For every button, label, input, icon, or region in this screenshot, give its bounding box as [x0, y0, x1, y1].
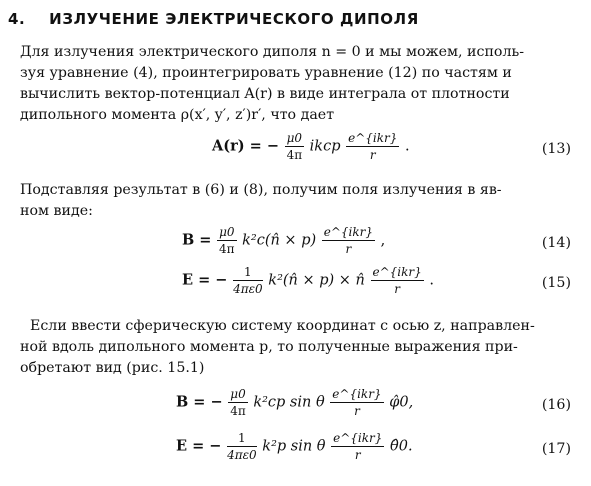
frac-numerator: e^{ikr}	[348, 131, 398, 145]
frac-denominator: r	[345, 242, 352, 256]
equation-17	[0, 432, 591, 472]
paragraph-line: Для излучения электрического диполя n = 0 и мы можем, исполь-	[20, 44, 524, 60]
eq-lhs: E = −	[176, 437, 222, 455]
frac-denominator: 4πε0	[227, 448, 257, 462]
equation-14	[0, 226, 591, 266]
eq-lhs: E = −	[182, 271, 228, 289]
fraction	[233, 266, 263, 295]
frac-denominator: 4π	[219, 242, 235, 256]
equation-13	[0, 132, 591, 172]
equation-number: (14)	[541, 235, 571, 251]
eq-lhs: A(r) = −	[212, 137, 280, 155]
paragraph-3	[20, 316, 576, 379]
frac-numerator: μ0	[286, 131, 303, 145]
frac-denominator: r	[354, 448, 361, 462]
eq-middle: k²p sin θ	[262, 438, 326, 455]
eq-middle: k²(n̂ × p) × n̂	[268, 272, 365, 289]
section-number: 4.	[8, 10, 26, 28]
frac-numerator: 1	[233, 266, 263, 281]
fraction	[322, 226, 375, 255]
fraction	[227, 432, 257, 461]
section-title: ИЗЛУЧЕНИЕ ЭЛЕКТРИЧЕСКОГО ДИПОЛЯ	[49, 10, 419, 28]
frac-numerator: 1	[227, 432, 257, 447]
fraction	[285, 132, 304, 161]
frac-denominator: r	[354, 404, 360, 418]
fraction	[346, 132, 399, 161]
paragraph-line: вычислить вектор-потенциал A(r) в виде интеграла от плотности	[20, 86, 510, 102]
equation-number: (17)	[541, 441, 571, 457]
frac-denominator: 4π	[230, 404, 246, 418]
section-heading	[8, 10, 419, 28]
frac-numerator: e^{ikr}	[332, 387, 382, 401]
frac-numerator: e^{ikr}	[372, 265, 422, 279]
fraction	[371, 266, 424, 295]
paragraph-line: Подставляя результат в (6) и (8), получим поля излучения в яв-	[20, 182, 502, 198]
frac-numerator: e^{ikr}	[323, 225, 374, 239]
eq-lhs: B = −	[176, 393, 223, 411]
equation-16	[0, 388, 591, 428]
eq-tail: ,	[380, 232, 386, 249]
frac-numerator: e^{ikr}	[333, 431, 383, 445]
equation-number: (13)	[541, 141, 571, 157]
paragraph-line: зуя уравнение (4), проинтегрировать уравнение (12) по частям и	[20, 65, 512, 81]
frac-numerator: μ0	[219, 225, 235, 239]
paragraph-line: дипольного момента ρ(x′, y′, z′)r′, что дает	[20, 107, 335, 123]
paragraph-line: обретают вид (рис. 15.1)	[20, 360, 205, 376]
frac-denominator: 4πε0	[233, 282, 263, 296]
eq-tail: .	[429, 272, 434, 289]
fraction	[330, 388, 383, 417]
equation-number: (15)	[541, 275, 571, 291]
eq-middle: k²c(n̂ × p)	[242, 232, 317, 249]
eq-lhs: B =	[182, 231, 212, 249]
frac-denominator: r	[394, 282, 401, 296]
equation-number: (16)	[541, 397, 571, 413]
eq-middle: ikcp	[309, 138, 341, 155]
equation-15	[0, 266, 591, 306]
paragraph-line: Если ввести сферическую систему координат с осью z, направлен-	[30, 318, 535, 334]
paragraph-1	[20, 42, 576, 126]
eq-middle: k²cp sin θ	[253, 394, 325, 411]
paragraph-line: ной вдоль дипольного момента p, то полученные выражения при-	[20, 339, 518, 355]
fraction	[228, 388, 247, 417]
eq-tail: θ̂0.	[390, 438, 413, 455]
frac-denominator: r	[369, 148, 376, 162]
frac-numerator: μ0	[230, 387, 246, 401]
paragraph-line: ном виде:	[20, 203, 93, 219]
eq-tail: φ̂0,	[389, 394, 414, 411]
paragraph-2	[20, 180, 576, 222]
fraction	[217, 226, 236, 255]
eq-tail: .	[405, 138, 410, 155]
fraction	[331, 432, 384, 461]
frac-denominator: 4π	[286, 148, 303, 162]
